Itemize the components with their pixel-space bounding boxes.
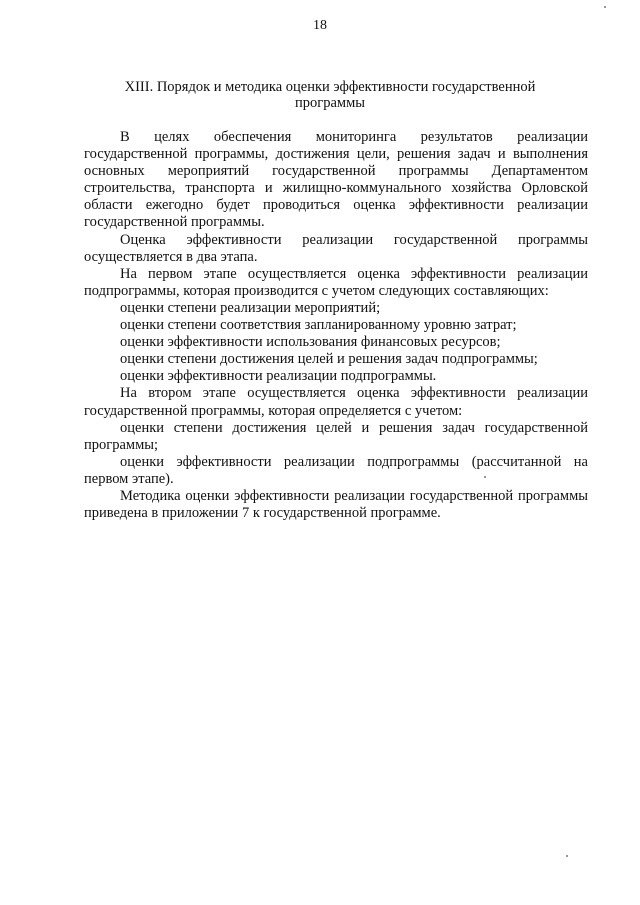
stage-1-item-goals-tasks: оценки степени достижения целей и решения задач подпрограммы; [120, 351, 538, 368]
stage-1-item-cost-level: оценки степени соответствия запланированному уровню затрат; [120, 317, 517, 334]
paragraph-purpose: В целях обеспечения мониторинга результатов реализации государственной программы, достижения цели, решения задач и выполнения основных мероприятий государственной программы Департаментом строительства, транспорта и жилищно-коммунального хозяйства Орловской области ежегодно будет проводиться оценка эффективности реализации государственной программы. [84, 129, 588, 231]
stage-1-item-implementation: оценки степени реализации мероприятий; [120, 299, 381, 316]
stage-2-item-subprogram-effectiveness: оценки эффективности реализации подпрограммы (рассчитанной на первом этапе). [84, 453, 588, 487]
stage-2-item-goals-tasks: оценки степени достижения целей и решения задач государственной программы; [84, 419, 588, 453]
scan-speck [604, 6, 606, 8]
section-heading-line-2: программы [295, 95, 365, 111]
paragraph-stage-1: На первом этапе осуществляется оценка эффективности реализации подпрограммы, которая производится с учетом следующих составляющих: [84, 265, 588, 299]
section-heading-line-1: XIII. Порядок и методика оценки эффективности государственной [124, 79, 536, 95]
section-heading [80, 79, 580, 111]
body-text [84, 129, 588, 522]
scan-speck [566, 855, 568, 857]
stage-1-item-effectiveness: оценки эффективности реализации подпрограммы. [120, 368, 437, 385]
paragraph-methodology: Методика оценки эффективности реализации государственной программы приведена в приложении 7 к государственной программе. [84, 487, 588, 522]
page-number: 18 [313, 18, 327, 33]
stage-1-item-financial-resources: оценки эффективности использования финансовых ресурсов; [120, 334, 501, 351]
scan-speck [484, 476, 486, 478]
paragraph-stages: Оценка эффективности реализации государственной программы осуществляется в два этапа. [84, 231, 588, 265]
paragraph-stage-2: На втором этапе осуществляется оценка эффективности реализации государственной программы, которая определяется с учетом: [84, 385, 588, 419]
